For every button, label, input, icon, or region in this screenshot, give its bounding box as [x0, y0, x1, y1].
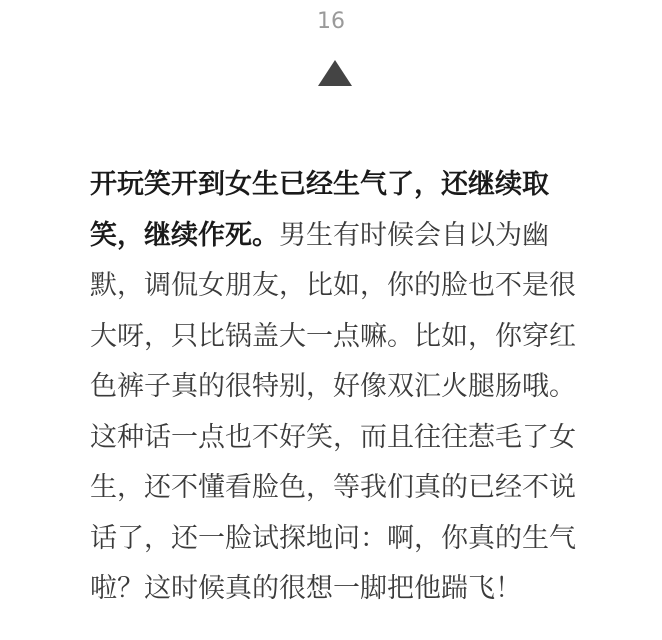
article-lead: 开玩笑开到女生已经生气了，还继续取笑，继续作死。 — [90, 169, 549, 251]
article-paragraph — [90, 160, 590, 615]
article-body: 男生有时候会自以为幽默，调侃女朋友，比如，你的脸也不是很大呀，只比锅盖大一点嘛。比如，你穿红色裤子真的很特别，好像双汇火腿肠哦。这种话一点也不好笑，而且往往惹毛了女生，还不懂看脸色，等我们真的已经不说话了，还一脸试探地问：啊，你真的生气啦？这时候真的很想一脚把他踹飞！ — [90, 219, 576, 604]
triangle-up-icon[interactable] — [318, 60, 352, 86]
page-number: 16 — [317, 9, 345, 34]
